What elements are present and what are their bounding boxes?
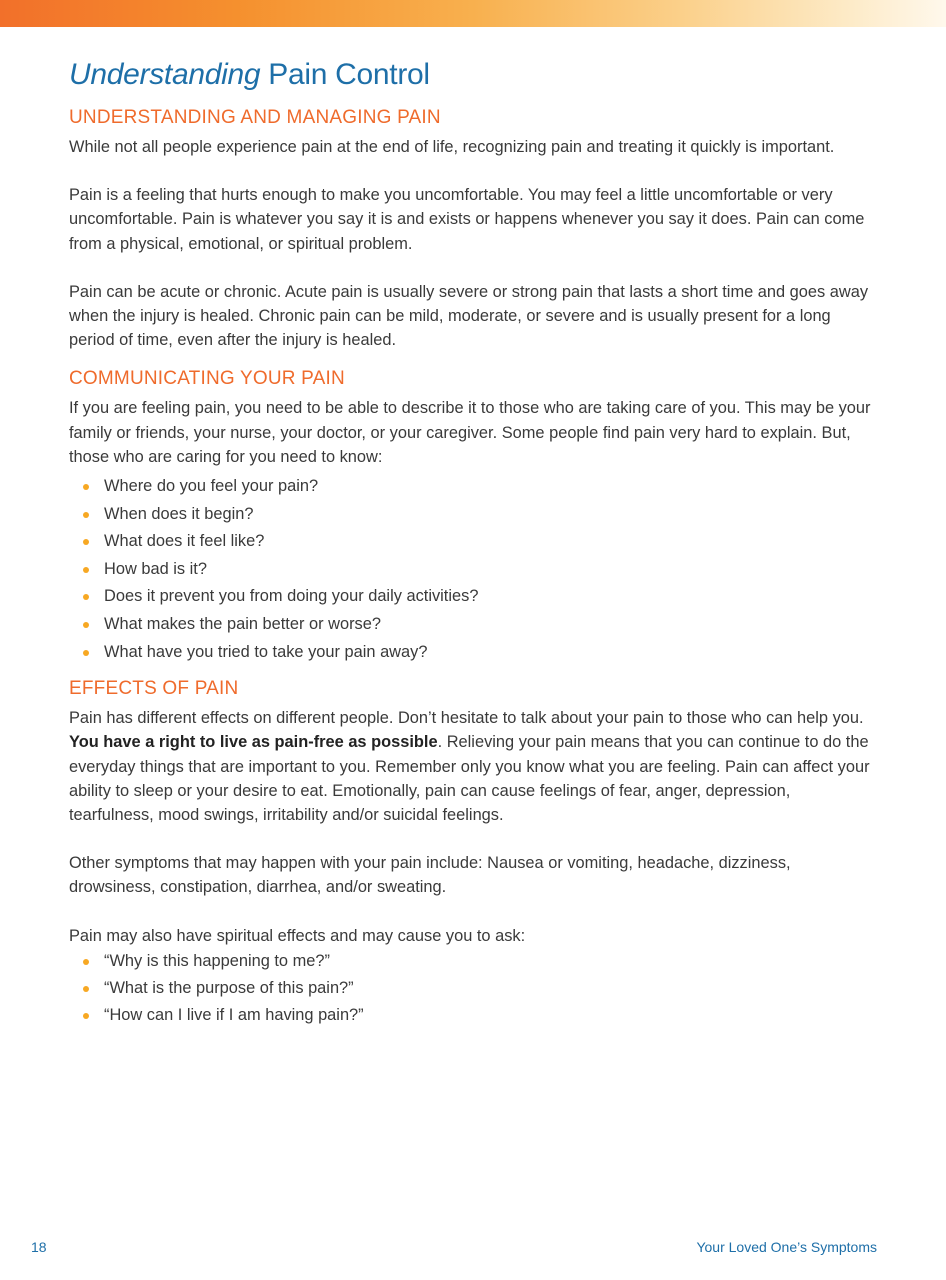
paragraph: Pain can be acute or chronic. Acute pain is usually severe or strong pain that lasts a short time and goes away when the injury is healed. Chronic pain can be mild, moderate, or severe and is usually present for a long period of time, even after the injury is healed. bbox=[69, 282, 869, 350]
list-item: What makes the pain better or worse? bbox=[83, 611, 879, 639]
paragraph: Pain is a feeling that hurts enough to make you uncomfortable. You may feel a little uncomfortable or very uncomfortable. Pain is whatever you say it is and exists or happens whenever you say it does. Pain can come from a physical, emotional, or spiritual problem. bbox=[69, 186, 865, 253]
list-item: “How can I live if I am having pain?” bbox=[83, 1002, 879, 1029]
page-content bbox=[69, 58, 879, 1041]
list-item: What does it feel like? bbox=[83, 528, 879, 556]
list-item: Does it prevent you from doing your daily activities? bbox=[83, 583, 879, 611]
list-item: “What is the purpose of this pain?” bbox=[83, 975, 879, 1002]
bullet-icon bbox=[83, 622, 89, 628]
bullet-icon bbox=[83, 959, 89, 965]
bullet-icon bbox=[83, 484, 89, 490]
section-heading-communicating: COMMUNICATING YOUR PAIN bbox=[69, 368, 345, 390]
emphasis-text: You have a right to live as pain-free as possible bbox=[69, 733, 438, 752]
paragraph: Other symptoms that may happen with your pain include: Nausea or vomiting, headache, dizziness, drowsiness, constipation, diarrhea, and/or sweating. bbox=[69, 854, 791, 897]
header-gradient-bar bbox=[0, 0, 946, 27]
section-heading-effects: EFFECTS OF PAIN bbox=[69, 678, 239, 700]
communicating-questions-list bbox=[69, 473, 879, 666]
paragraph: While not all people experience pain at the end of life, recognizing pain and treating it quickly is important. bbox=[69, 138, 835, 156]
paragraph: Pain has different effects on different people. Don’t hesitate to talk about your pain to those who can help you. You have a right to live as pain-free as possible. Relieving your pain means that you can continue to do the everyday things that are important to you. Remember only you know what you are feeling. Pain can affect your ability to sleep or your desire to eat. Emotionally, pain can cause feelings of fear, anger, depression, tearfulness, mood swings, irritability and/or suicidal feelings. bbox=[69, 709, 870, 824]
bullet-icon bbox=[83, 512, 89, 518]
bullet-icon bbox=[83, 567, 89, 573]
bullet-icon bbox=[83, 594, 89, 600]
bullet-icon bbox=[83, 1013, 89, 1019]
paragraph: If you are feeling pain, you need to be able to describe it to those who are taking care of you. This may be your family or friends, your nurse, your doctor, or your caregiver. Some people find pain very hard to explain. But, those who are caring for you need to know: bbox=[69, 399, 871, 466]
page-title bbox=[69, 58, 879, 92]
footer-section-title: Your Loved One’s Symptoms bbox=[696, 1239, 877, 1255]
list-item: When does it begin? bbox=[83, 501, 879, 529]
bullet-icon bbox=[83, 986, 89, 992]
page-title-italic: Understanding bbox=[69, 58, 261, 91]
list-item: Where do you feel your pain? bbox=[83, 473, 879, 501]
section-heading-understanding: UNDERSTANDING AND MANAGING PAIN bbox=[69, 107, 441, 128]
page-number: 18 bbox=[31, 1239, 47, 1255]
spiritual-questions-list bbox=[69, 948, 879, 1029]
list-item: How bad is it? bbox=[83, 556, 879, 584]
bullet-icon bbox=[83, 539, 89, 545]
page-title-rest: Pain Control bbox=[260, 58, 430, 91]
list-item: What have you tried to take your pain away? bbox=[83, 639, 879, 667]
list-item: “Why is this happening to me?” bbox=[83, 948, 879, 975]
paragraph: Pain may also have spiritual effects and may cause you to ask: bbox=[69, 926, 526, 945]
bullet-icon bbox=[83, 650, 89, 656]
